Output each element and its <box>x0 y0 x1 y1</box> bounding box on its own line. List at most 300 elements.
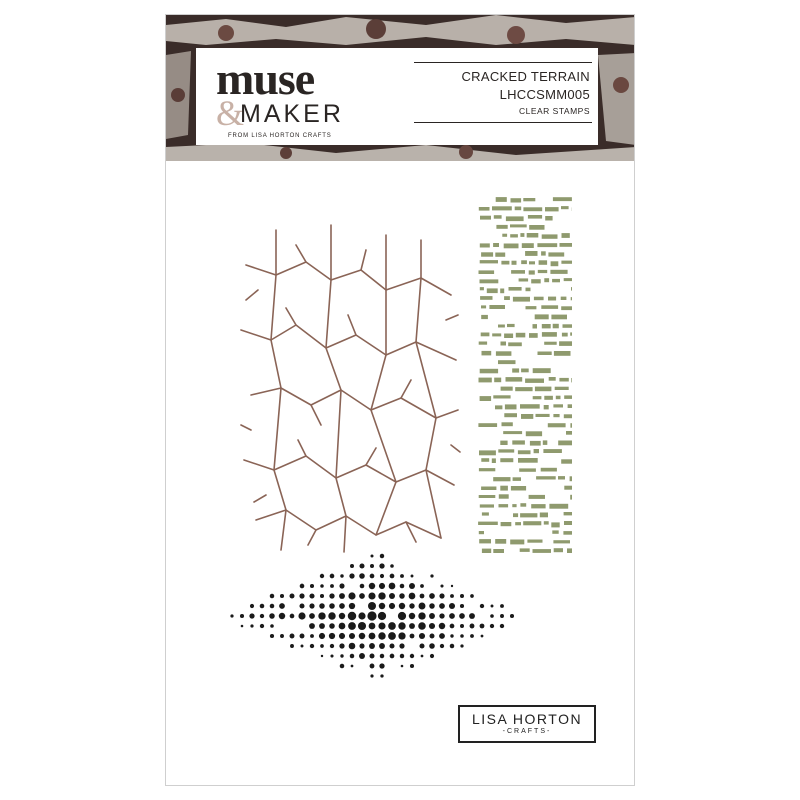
line-segment <box>501 387 513 391</box>
line-segment <box>564 278 572 281</box>
halftone-dot <box>330 654 333 657</box>
line-segment <box>549 504 568 509</box>
halftone-dot <box>360 584 365 589</box>
halftone-dot <box>500 614 504 618</box>
halftone-dot <box>440 584 443 587</box>
line-segment <box>479 270 495 274</box>
line-segment <box>480 243 490 247</box>
halftone-dot <box>321 655 323 657</box>
halftone-dot <box>500 604 504 608</box>
halftone-dot <box>351 665 354 668</box>
halftone-dot <box>380 674 383 677</box>
line-segment <box>561 206 569 209</box>
line-segment <box>480 369 498 374</box>
line-segment <box>510 540 524 545</box>
halftone-dot <box>369 623 376 630</box>
halftone-dot <box>260 624 264 628</box>
halftone-dot <box>300 584 305 589</box>
halftone-dot <box>319 623 325 629</box>
halftone-dot <box>410 664 414 668</box>
info-rule-bottom <box>414 122 592 123</box>
line-segment <box>494 215 502 219</box>
line-segment <box>540 513 548 518</box>
line-segment <box>519 468 536 471</box>
line-segment <box>526 288 531 292</box>
line-segment <box>568 404 572 408</box>
line-segment <box>558 441 572 446</box>
halftone-dot <box>439 623 445 629</box>
line-segment <box>528 215 542 219</box>
halftone-dot <box>339 623 346 630</box>
halftone-dot <box>470 594 474 598</box>
line-segment <box>561 261 572 264</box>
line-segment <box>534 297 544 301</box>
halftone-dot <box>260 614 264 618</box>
line-segment <box>536 476 556 479</box>
line-segment <box>479 468 495 471</box>
line-segment <box>561 459 572 463</box>
brand-logo <box>196 48 372 145</box>
line-segment <box>480 296 492 300</box>
line-segment <box>479 495 496 498</box>
line-segment <box>570 495 572 500</box>
line-segment <box>504 334 513 339</box>
line-segment <box>553 324 559 329</box>
product-card <box>165 14 635 786</box>
line-segment <box>480 396 492 401</box>
halftone-dot <box>439 593 444 598</box>
logo-subtitle: -CRAFTS- <box>502 728 552 735</box>
line-segment <box>551 261 559 266</box>
halftone-dot <box>300 634 305 639</box>
line-segment <box>496 225 507 229</box>
halftone-dot <box>379 563 384 568</box>
halftone-dot <box>410 634 415 639</box>
halftone-dot <box>450 644 455 649</box>
halftone-dot <box>320 584 324 588</box>
line-segment <box>482 512 489 515</box>
halftone-dot <box>319 603 325 609</box>
line-segment <box>553 414 559 417</box>
halftone-dot <box>490 614 494 618</box>
halftone-dot <box>419 643 424 648</box>
line-segment <box>533 368 551 373</box>
lisa-horton-crafts-logo <box>458 705 596 743</box>
halftone-dot <box>368 592 375 599</box>
product-title: CRACKED TERRAIN <box>461 69 590 84</box>
halftone-dot <box>330 644 334 648</box>
line-segment <box>542 234 558 238</box>
halftone-dot <box>378 622 385 629</box>
line-segment <box>529 333 538 338</box>
line-segment <box>480 504 494 507</box>
cracked-terrain-stamp-icon <box>236 220 461 555</box>
line-segment <box>541 251 546 255</box>
line-segment <box>492 458 496 463</box>
line-segment <box>498 360 516 364</box>
halftone-dot <box>460 634 464 638</box>
line-segment <box>556 396 561 400</box>
line-segment <box>489 305 505 309</box>
halftone-dot <box>480 604 484 608</box>
halftone-dots-stamp-icon <box>226 550 526 685</box>
halftone-dot <box>409 593 416 600</box>
line-segment <box>533 549 552 553</box>
halftone-dot <box>359 633 366 640</box>
line-segment <box>564 521 572 525</box>
line-segment <box>561 297 567 300</box>
halftone-dot <box>270 634 274 638</box>
line-segment <box>554 548 563 552</box>
line-segment <box>496 351 512 356</box>
line-segment <box>511 486 526 491</box>
halftone-dot <box>378 612 386 620</box>
line-segment <box>520 503 526 507</box>
line-segment <box>501 261 509 265</box>
line-segment <box>544 521 549 524</box>
halftone-dot <box>388 622 396 630</box>
line-segment <box>502 234 507 237</box>
halftone-dot <box>309 603 314 608</box>
line-segment <box>561 306 572 310</box>
line-segment <box>479 539 491 543</box>
line-segment <box>478 423 497 427</box>
halftone-dot <box>329 593 334 598</box>
halftone-dot <box>399 603 405 609</box>
line-segment <box>513 477 521 481</box>
halftone-dot <box>290 614 295 619</box>
halftone-dot <box>270 604 275 609</box>
brand-ampersand: & <box>216 93 245 133</box>
line-segment <box>552 530 558 533</box>
line-segment <box>548 252 564 256</box>
line-segment <box>570 423 572 428</box>
product-code: LHCCSMM005 <box>499 87 590 102</box>
line-segment <box>493 395 510 398</box>
halftone-dot <box>409 583 415 589</box>
line-segment <box>478 522 498 525</box>
line-segment <box>479 207 490 211</box>
line-segment <box>481 458 489 462</box>
halftone-dot <box>241 625 244 628</box>
line-segment <box>571 297 572 300</box>
line-segment <box>512 504 516 507</box>
line-segment <box>563 324 573 328</box>
line-segment <box>545 207 559 211</box>
line-segment <box>551 522 559 527</box>
line-segment <box>535 314 549 319</box>
halftone-dot <box>350 564 354 568</box>
line-segment <box>512 440 525 444</box>
line-segment <box>538 352 552 356</box>
line-segment <box>521 260 527 264</box>
halftone-dot <box>398 622 405 629</box>
brand-tagline: FROM LISA HORTON CRAFTS <box>228 133 332 139</box>
line-segment <box>520 233 524 237</box>
halftone-dot <box>449 603 455 609</box>
halftone-dot <box>378 632 385 639</box>
halftone-dot <box>290 644 294 648</box>
halftone-dot <box>370 654 375 659</box>
line-segment <box>554 351 571 356</box>
halftone-dot <box>430 574 433 577</box>
line-segment <box>529 270 535 274</box>
line-segment <box>543 449 562 453</box>
line-segment <box>481 305 486 308</box>
line-segment <box>548 297 556 301</box>
line-segment <box>526 306 537 309</box>
line-segment <box>570 476 572 481</box>
halftone-dot <box>369 643 375 649</box>
line-segment <box>527 540 542 543</box>
halftone-dot <box>339 583 344 588</box>
line-segment <box>480 260 498 263</box>
halftone-dot <box>388 632 396 640</box>
line-segment <box>555 387 569 390</box>
line-segment <box>506 377 523 382</box>
line-segment <box>551 315 567 320</box>
line-segment <box>553 540 570 543</box>
halftone-dot <box>250 624 253 627</box>
line-segment <box>553 404 563 407</box>
line-segment <box>505 404 517 409</box>
line-segment <box>518 450 531 454</box>
halftone-dot <box>348 622 356 630</box>
line-segment <box>516 333 526 338</box>
brand-name-bottom: MAKER <box>240 100 344 128</box>
halftone-dot <box>390 564 394 568</box>
halftone-dot <box>240 614 244 618</box>
halftone-dot <box>481 635 484 638</box>
halftone-dot <box>450 594 454 598</box>
line-segment <box>566 431 572 435</box>
line-segment <box>550 270 567 274</box>
halftone-dot <box>390 574 395 579</box>
line-segment <box>541 468 557 472</box>
halftone-dot <box>421 655 424 658</box>
halftone-dot <box>359 653 365 659</box>
halftone-dot <box>500 624 504 628</box>
line-segment <box>571 287 572 291</box>
line-segment <box>519 278 529 281</box>
line-segment <box>511 198 522 202</box>
line-segment <box>494 378 501 383</box>
halftone-dot <box>339 603 345 609</box>
line-segment <box>512 368 519 372</box>
halftone-dot <box>389 643 394 648</box>
line-segment <box>521 414 533 419</box>
halftone-dot <box>419 633 425 639</box>
halftone-dot <box>340 654 343 657</box>
line-segment <box>500 289 504 294</box>
halftone-dot <box>460 604 464 608</box>
halftone-dot <box>349 603 355 609</box>
line-segment <box>558 476 565 479</box>
halftone-dot <box>449 613 455 619</box>
halftone-dot <box>369 633 376 640</box>
line-segment <box>531 279 541 283</box>
halftone-dot <box>389 583 396 590</box>
line-segment <box>534 449 539 453</box>
line-segment <box>493 243 499 247</box>
halftone-dot <box>301 645 304 648</box>
line-segment <box>529 225 544 230</box>
line-segment <box>513 297 530 302</box>
logo-name: LISA HORTON <box>471 711 583 727</box>
line-segment <box>564 486 572 490</box>
line-segment <box>512 261 517 265</box>
line-segment <box>496 197 507 202</box>
halftone-dot <box>398 632 405 639</box>
halftone-dot <box>279 603 285 609</box>
halftone-dot <box>310 584 314 588</box>
halftone-dot <box>399 643 404 648</box>
halftone-dot <box>379 643 385 649</box>
halftone-dot <box>328 612 335 619</box>
line-segment <box>539 260 548 265</box>
halftone-dot <box>309 613 315 619</box>
line-segment <box>495 405 502 409</box>
halftone-dot <box>380 574 384 578</box>
line-segment <box>510 224 527 227</box>
halftone-dot <box>450 624 455 629</box>
line-segment <box>481 333 490 337</box>
halftone-dot <box>379 583 385 589</box>
line-segment <box>533 396 542 399</box>
halftone-dot <box>420 584 424 588</box>
halftone-dot <box>401 665 404 668</box>
line-segment <box>511 270 525 274</box>
halftone-dot <box>330 574 335 579</box>
halftone-dot <box>359 593 365 599</box>
line-segment <box>526 431 542 436</box>
line-segment <box>501 342 507 346</box>
halftone-dot <box>380 554 384 558</box>
halftone-dot <box>367 611 376 620</box>
line-segment <box>513 513 518 517</box>
halftone-dot <box>310 644 314 648</box>
halftone-dot <box>429 643 435 649</box>
halftone-dot <box>370 564 374 568</box>
line-segment <box>541 305 558 309</box>
line-segment <box>527 233 539 238</box>
halftone-dot <box>348 612 356 620</box>
halftone-dot <box>439 633 445 639</box>
line-segment <box>535 387 552 392</box>
line-segment <box>564 414 572 418</box>
halftone-dot <box>309 593 314 598</box>
halftone-dot <box>339 593 345 599</box>
halftone-dot <box>409 603 414 608</box>
halftone-dot <box>280 594 284 598</box>
halftone-dot <box>329 623 335 629</box>
line-segment <box>529 261 535 264</box>
halftone-dot <box>409 623 415 629</box>
halftone-dot <box>370 674 373 677</box>
line-segment <box>525 379 544 383</box>
line-segment <box>509 287 522 291</box>
line-segment <box>562 233 570 238</box>
halftone-dot <box>460 594 464 598</box>
line-segment <box>571 378 572 382</box>
line-segment <box>506 216 524 221</box>
halftone-dot <box>429 603 435 609</box>
halftone-dot <box>340 664 345 669</box>
line-segment <box>479 378 492 383</box>
halftone-dot <box>348 592 355 599</box>
brand-name-top: muse <box>216 53 315 104</box>
halftone-dot <box>299 593 304 598</box>
line-segment <box>559 378 568 382</box>
line-segment <box>533 324 538 328</box>
line-segment <box>504 413 517 417</box>
line-segment <box>549 377 556 381</box>
line-segment <box>500 441 507 445</box>
line-segment <box>493 477 510 481</box>
line-segment <box>479 450 496 455</box>
line-segment <box>492 206 512 210</box>
line-segment <box>567 548 572 553</box>
line-segment <box>501 522 512 526</box>
distressed-lines-stamp-icon <box>476 193 576 553</box>
line-segment <box>499 494 509 498</box>
halftone-dot <box>369 583 375 589</box>
halftone-dot <box>400 574 404 578</box>
line-segment <box>531 504 545 508</box>
halftone-dot <box>411 575 414 578</box>
halftone-dot <box>329 603 335 609</box>
halftone-dot <box>269 613 275 619</box>
line-segment <box>538 270 547 273</box>
line-segment <box>503 431 522 434</box>
line-segment <box>529 495 545 499</box>
line-segment <box>521 369 529 373</box>
line-segment <box>542 324 551 328</box>
line-segment <box>495 539 506 544</box>
line-segment <box>520 513 537 517</box>
halftone-dot <box>470 634 474 638</box>
line-segment <box>553 197 572 201</box>
halftone-dot <box>349 633 355 639</box>
halftone-dot <box>430 654 434 658</box>
line-segment <box>560 243 573 247</box>
halftone-dot <box>349 643 356 650</box>
line-segment <box>544 405 549 409</box>
line-segment <box>552 279 560 282</box>
line-segment <box>518 458 538 463</box>
line-segment <box>525 251 537 256</box>
halftone-dot <box>319 633 325 639</box>
line-segment <box>564 512 572 515</box>
halftone-dot <box>359 643 364 648</box>
line-segment <box>563 531 572 535</box>
halftone-dot <box>390 654 395 659</box>
line-segment <box>522 243 534 248</box>
line-segment <box>481 315 488 319</box>
halftone-dot <box>399 593 405 599</box>
header-texture <box>166 15 634 161</box>
halftone-dot <box>350 654 355 659</box>
line-segment <box>495 253 505 257</box>
halftone-dot <box>370 554 373 557</box>
halftone-dot <box>368 602 376 610</box>
halftone-dot <box>429 613 435 619</box>
halftone-dot <box>460 624 464 628</box>
line-segment <box>504 296 510 300</box>
halftone-dot <box>451 585 453 587</box>
line-segment <box>515 207 522 211</box>
halftone-dot <box>250 604 254 608</box>
